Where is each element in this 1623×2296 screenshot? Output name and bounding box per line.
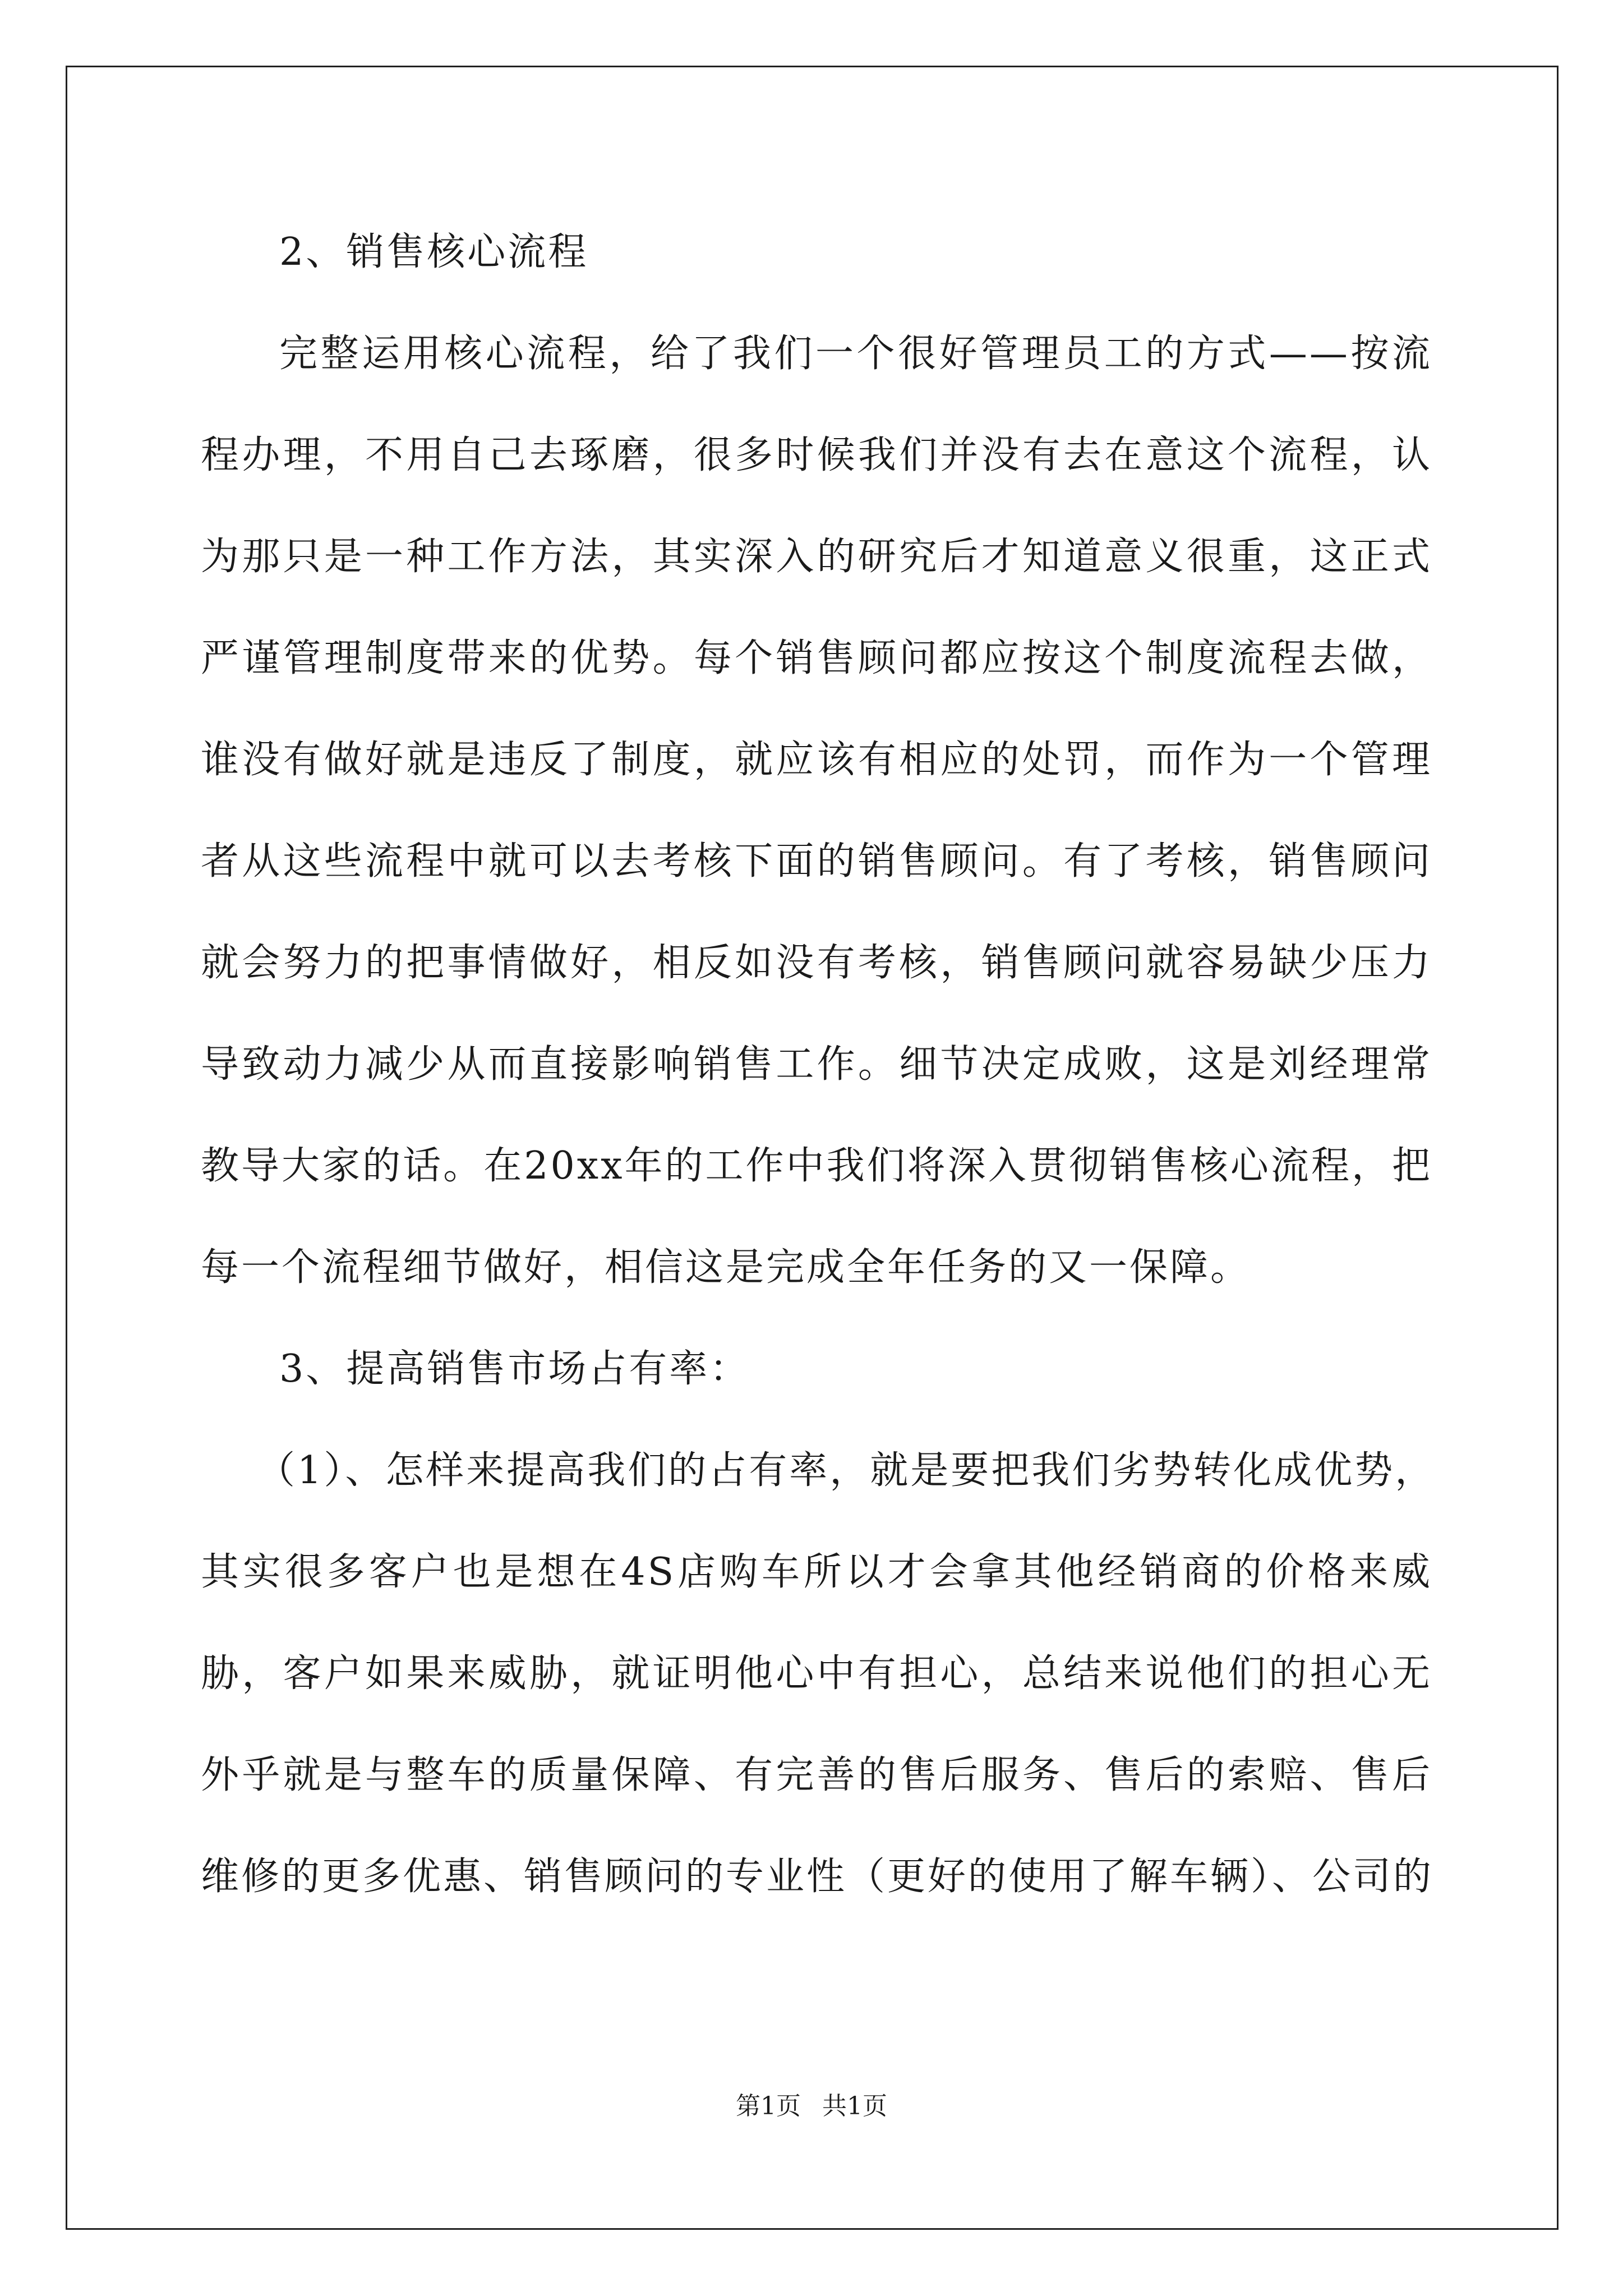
paragraph-line: 导致动力减少从而直接影响销售工作。细节决定成败，这是刘经理常 bbox=[201, 1042, 1432, 1087]
page-number: 第1页 bbox=[736, 2092, 801, 2120]
page-total: 共1页 bbox=[822, 2092, 887, 2120]
paragraph-line: 完整运用核心流程，给了我们一个很好管理员工的方式——按流 bbox=[279, 332, 1432, 376]
paragraph-line: 者从这些流程中就可以去考核下面的销售顾问。有了考核，销售顾问 bbox=[201, 839, 1432, 884]
section-2-heading: 2、销售核心流程 bbox=[279, 230, 589, 274]
paragraph-line: 每一个流程细节做好，相信这是完成全年任务的又一保障。 bbox=[201, 1245, 1251, 1290]
paragraph-line: 为那只是一种工作方法，其实深入的研究后才知道意义很重，这正式 bbox=[201, 535, 1432, 579]
paragraph-line: 严谨管理制度带来的优势。每个销售顾问都应按这个制度流程去做， bbox=[201, 636, 1432, 680]
document-body bbox=[201, 219, 1436, 1945]
paragraph-line: 教导大家的话。在20xx年的工作中我们将深入贯彻销售核心流程，把 bbox=[201, 1144, 1432, 1188]
paragraph-line: 胁，客户如果来威胁，就证明他心中有担心，总结来说他们的担心无 bbox=[201, 1651, 1432, 1696]
page-footer bbox=[0, 2086, 1623, 2122]
paragraph-line: 程办理，不用自己去琢磨，很多时候我们并没有去在意这个流程，认 bbox=[201, 433, 1432, 477]
paragraph-line: 维修的更多优惠、销售顾问的专业性（更好的使用了解车辆）、公司的 bbox=[201, 1855, 1434, 1899]
paragraph-line: 外乎就是与整车的质量保障、有完善的售后服务、售后的索赔、售后 bbox=[201, 1753, 1432, 1797]
paragraph-line: 其实很多客户也是想在4S店购车所以才会拿其他经销商的价格来威 bbox=[201, 1550, 1432, 1594]
paragraph-line: 谁没有做好就是违反了制度，就应该有相应的处罚，而作为一个管理 bbox=[201, 738, 1432, 782]
section-3-heading: 3、提高销售市场占有率： bbox=[279, 1347, 750, 1391]
paragraph-line: （1）、怎样来提高我们的占有率，就是要把我们劣势转化成优势， bbox=[257, 1448, 1436, 1493]
paragraph-line: 就会努力的把事情做好，相反如没有考核，销售顾问就容易缺少压力 bbox=[201, 941, 1432, 985]
